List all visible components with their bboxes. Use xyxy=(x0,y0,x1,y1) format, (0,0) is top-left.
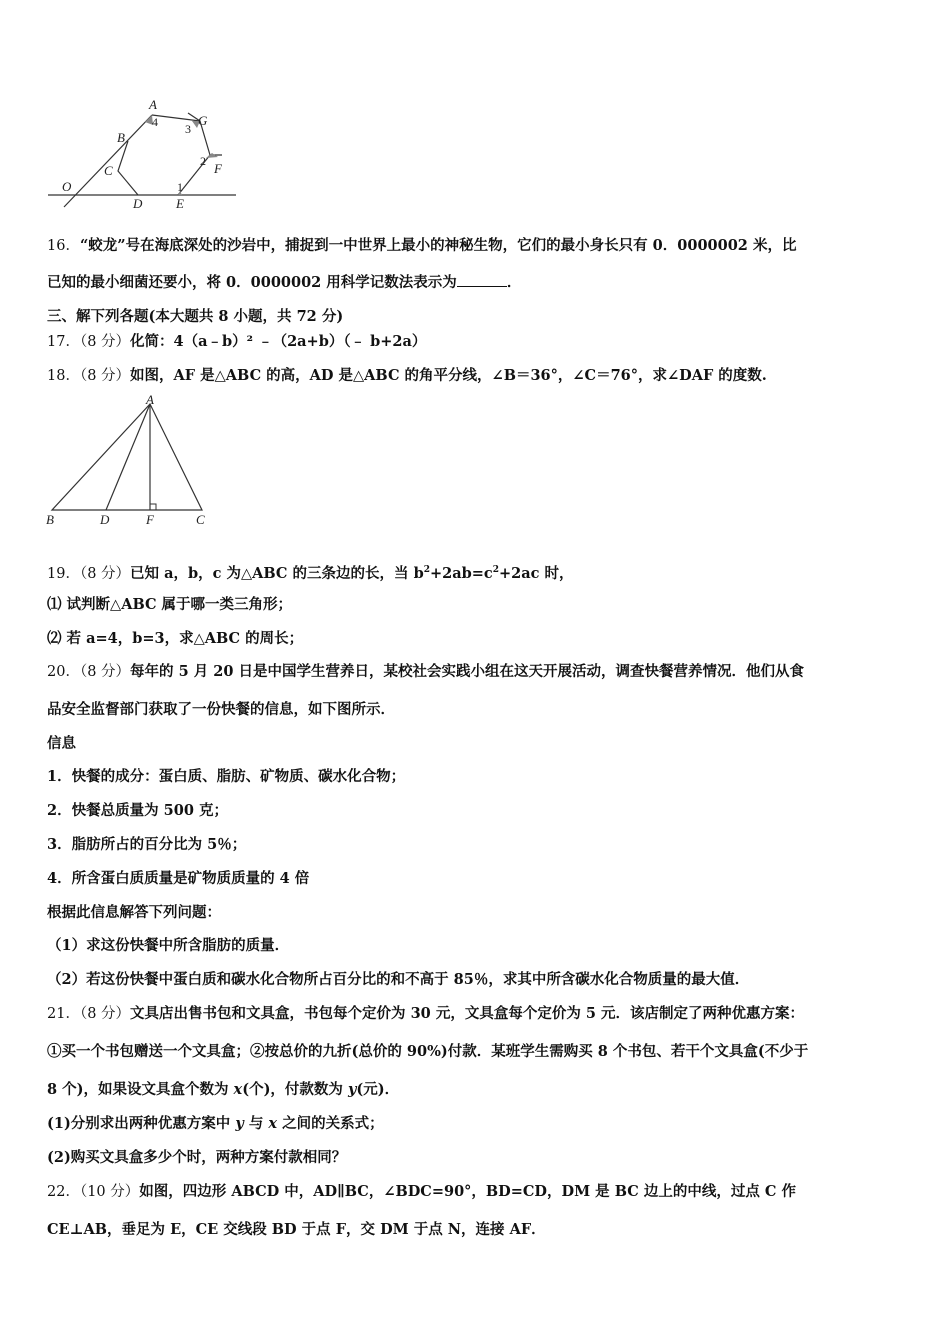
q19-text-1: 已知 a，b，c 为△ABC 的三条边的长，当 b xyxy=(130,564,424,582)
q21-number: 21．（8 分） xyxy=(47,1006,131,1022)
tri-label-D: D xyxy=(100,512,110,527)
q22-number: 22．（10 分） xyxy=(47,1184,140,1200)
q20-info-4: 4．所含蛋白质质量是矿物质质量的 4 倍 xyxy=(47,870,310,887)
q18 xyxy=(47,366,907,386)
label-B: B xyxy=(117,130,125,145)
label-1: 1 xyxy=(177,180,183,194)
var-y-2: y xyxy=(235,1115,244,1132)
label-C: C xyxy=(104,163,113,178)
q17-text: 化简：4（a﹣b）² ﹣（2a+b）（﹣ b+2a） xyxy=(130,333,427,350)
q20-line1 xyxy=(47,662,907,682)
q22-line2: CE⊥AB，垂足为 E，CE 交线段 BD 于点 F，交 DM 于点 N，连接 AF． xyxy=(47,1221,546,1238)
q21-part1 xyxy=(47,1114,907,1134)
label-O: O xyxy=(62,179,72,194)
q18-text: 如图，AF 是△ABC 的高，AD 是△ABC 的角平分线，∠B＝36°，∠C＝76°，求∠DAF 的度数. xyxy=(130,367,767,384)
q16-answer-blank[interactable] xyxy=(457,272,507,287)
q20-info-2: 2．快餐总质量为 500 克； xyxy=(47,802,228,819)
q21-text-3a: 8 个)，如果设文具盒个数为 xyxy=(47,1081,234,1098)
q16-text-1: “蛟龙”号在海底深处的沙岩中，捕捉到一中世界上最小的神秘生物，它们的最小身长只有 0．0000002 米，比 xyxy=(79,237,797,254)
q21-text-1: 文具店出售书包和文具盒，书包每个定价为 30 元，文具盒每个定价为 5 元．该店制定了两种优惠方案： xyxy=(130,1005,805,1022)
q21-p1b: 与 xyxy=(243,1115,269,1132)
q21-text-3b: (个)，付款数为 xyxy=(242,1081,348,1098)
var-y: y xyxy=(347,1081,357,1098)
q20-info-3: 3．脂肪所占的百分比为 5％； xyxy=(47,836,247,853)
q17 xyxy=(47,332,907,352)
q16-text-3: ． xyxy=(506,274,522,291)
q21-text-3c: (元)． xyxy=(356,1081,400,1098)
q18-number: 18．（8 分） xyxy=(47,368,131,384)
q21-p1a: (1)分别求出两种优惠方案中 xyxy=(47,1115,236,1132)
q19-text-2: +2ab=c xyxy=(429,564,493,582)
q21-line3 xyxy=(47,1080,907,1100)
q20-sub1: （1）求这份快餐中所含脂肪的质量． xyxy=(47,937,290,954)
q21-line1 xyxy=(47,1004,907,1024)
q20-number: 20．（8 分） xyxy=(47,664,131,680)
tri-label-C: C xyxy=(196,512,205,527)
q22-line1 xyxy=(47,1182,907,1202)
label-D: D xyxy=(133,196,143,211)
figure-angles xyxy=(40,95,240,215)
q20-text-1: 每年的 5 月 20 日是中国学生营养日，某校社会实践小组在这天开展活动，调查快餐营养情况．他们从食 xyxy=(130,663,805,680)
q16-line1 xyxy=(47,236,907,256)
tri-label-F: F xyxy=(146,512,154,527)
q19-text-3: +2ac 时， xyxy=(499,564,574,582)
q19-number: 19．（8 分） xyxy=(47,565,131,582)
q21-part2: (2)购买文具盒多少个时，两种方案付款相同？ xyxy=(47,1149,347,1166)
q19-exp-2: 2 xyxy=(492,565,500,575)
q20-info-title: 信息 xyxy=(47,735,76,752)
q16-text-2: 已知的最小细菌还要小，将 0．0000002 用科学记数法表示为 xyxy=(47,274,457,291)
var-x-2: x xyxy=(268,1115,278,1132)
q20-prompt: 根据此信息解答下列问题： xyxy=(47,904,221,921)
label-2: 2 xyxy=(200,154,206,168)
tri-label-A: A xyxy=(146,392,154,407)
q22-text-1: 如图，四边形 ABCD 中，AD∥BC，∠BDC=90°，BD=CD，DM 是 BC 边上的中线，过点 C 作 xyxy=(139,1183,796,1200)
label-E: E xyxy=(176,196,184,211)
q20-line2: 品安全监督部门获取了一份快餐的信息，如下图所示． xyxy=(47,701,395,718)
q19-part1: ⑴ 试判断△ABC 属于哪一类三角形； xyxy=(47,596,293,613)
tri-label-B: B xyxy=(46,512,54,527)
q16-number: 16． xyxy=(47,238,80,254)
q19-part2: ⑵ 若 a=4，b=3，求△ABC 的周长； xyxy=(47,630,304,647)
q16-line2 xyxy=(47,272,907,293)
label-A: A xyxy=(149,97,157,112)
q19 xyxy=(47,560,907,584)
q20-sub2: （2）若这份快餐中蛋白质和碳水化合物所占百分比的和不高于 85％，求其中所含碳水化合物质量的最大值． xyxy=(47,971,750,988)
q21-p1c: 之间的关系式； xyxy=(277,1115,384,1132)
q21-line2: ①买一个书包赠送一个文具盒；②按总价的九折(总价的 90%)付款．某班学生需购买 8 个书包、若干个文具盒(不少于 xyxy=(47,1043,809,1060)
figure-triangle xyxy=(40,392,220,532)
label-F: F xyxy=(214,161,222,176)
var-x: x xyxy=(233,1081,243,1098)
label-3: 3 xyxy=(185,122,191,136)
label-4: 4 xyxy=(152,115,158,129)
q20-info-1: 1．快餐的成分：蛋白质、脂肪、矿物质、碳水化合物； xyxy=(47,768,406,785)
q19-exp-1: 2 xyxy=(423,565,430,575)
q17-number: 17．（8 分） xyxy=(47,334,131,350)
label-G: G xyxy=(198,113,208,128)
section-3-heading: 三、解下列各题(本大题共 8 小题，共 72 分) xyxy=(47,308,344,325)
